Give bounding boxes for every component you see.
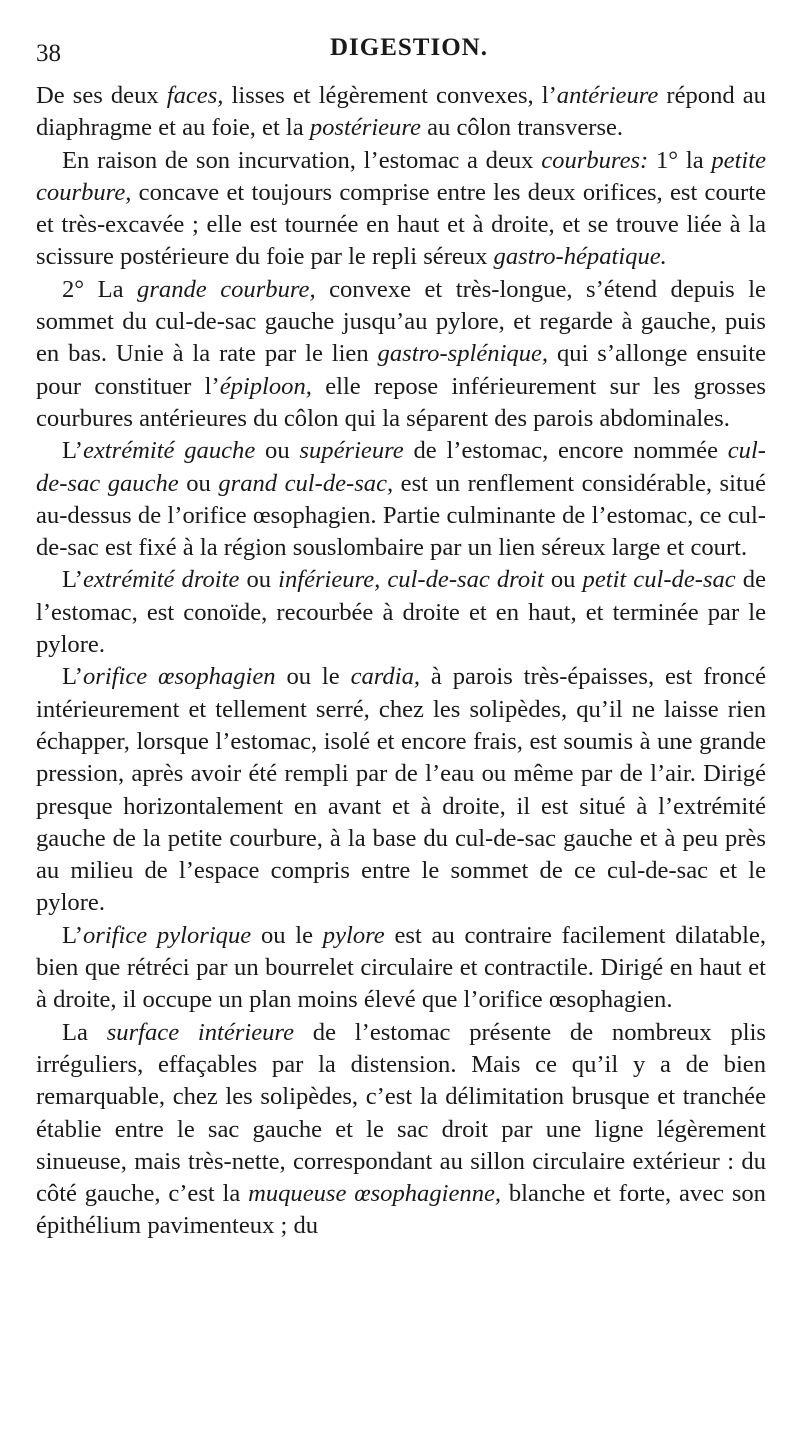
paragraph-faces: De ses deux faces, lisses et légèrement convexes, l’antérieure répond au diaphragme et au foie, et la postérieure au côlon transverse. (36, 82, 766, 142)
running-title: DIGESTION. (330, 34, 488, 61)
italic-term: cardia, (350, 663, 421, 691)
italic-term: inférieure, cul-de-sac droit (278, 566, 544, 594)
italic-term: extrémité droite (82, 566, 240, 594)
italic-term: gastro-hépatique. (493, 243, 667, 271)
italic-term: orifice pylorique (82, 921, 252, 949)
page-number: 38 (36, 40, 61, 67)
italic-term: orifice œsophagien (82, 663, 276, 691)
paragraph-surface-interieure: La surface intérieure de l’estomac présente de nombreux plis irréguliers, effaçables par la distension. Mais ce qu’il y a de bien remarquable, chez les solipèdes, c’est la délimitation brusque et tranchée établie entre le sac gauche et le sac droit par une ligne légèrement sinueuse, mais très-nette, correspondant au sillon circulaire extérieur : du côté gauche, c’est la muqueuse œsophagienne, blanche et forte, avec son épithélium pavimenteux ; du (36, 1018, 766, 1240)
italic-term: faces, (166, 82, 224, 109)
paragraph-orifice-pylorique: L’orifice pylorique ou le pylore est au contraire facilement dilatable, bien que rétréci par un bourrelet circulaire et contractile. Dirigé en haut et à droite, il occupe un plan moins élevé que l’orifice œsophagien. (36, 921, 767, 1014)
italic-term: grand cul-de-sac, (218, 469, 394, 497)
italic-term: extrémité gauche (82, 437, 256, 465)
italic-term: muqueuse œsophagienne, (248, 1180, 502, 1208)
paragraph-extremite-droite: L’extrémité droite ou inférieure, cul-de-sac droit ou petit cul-de-sac de l’estomac, est conoïde, recourbée à droite et en haut, et terminée par le pylore. (36, 566, 767, 659)
italic-term: petite courbure, (36, 146, 767, 206)
body-text (36, 80, 766, 1243)
italic-term: épiploon, (219, 372, 312, 400)
italic-term: petit cul-de-sac (582, 566, 736, 594)
italic-term: surface intérieure (106, 1018, 294, 1046)
paragraph-orifice-oesophagien: L’orifice œsophagien ou le cardia, à parois très-épaisses, est froncé intérieurement et tellement serré, chez les solipèdes, qu’il ne laisse rien échapper, lorsque l’estomac, isolé et encore frais, est soumis à une grande pression, après avoir été rempli par de l’eau ou même par de l’air. Dirigé presque horizontalement en avant et à droite, il est situé à l’extrémité gauche de la petite courbure, à la base du cul-de-sac gauche et à peu près au milieu de l’espace compris entre le sommet de ce cul-de-sac et le pylore. (36, 663, 767, 917)
italic-term: supérieure (299, 437, 404, 465)
paragraph-courbures: En raison de son incurvation, l’estomac a deux courbures: 1° la petite courbure, concave et toujours comprise entre les deux orifices, est courte et très-excavée ; elle est tournée en haut et à droite, et se trouve liée à la scissure postérieure du foie par le repli séreux gastro-hépatique. (36, 146, 767, 271)
paragraph-grande-courbure: 2° La grande courbure, convexe et très-longue, s’étend depuis le sommet du cul-de-sac gauche jusqu’au pylore, et regarde à gauche, puis en bas. Unie à la rate par le lien gastro-splénique, qui s’allonge ensuite pour constituer l’épiploon, elle repose inférieurement sur les grosses courbures antérieures du côlon qui la séparent des parois abdominales. (36, 275, 766, 432)
italic-term: postérieure (309, 114, 421, 142)
italic-term: courbures: (541, 146, 649, 174)
italic-term: gastro-splénique, (377, 340, 549, 368)
paragraph-extremite-gauche: L’extrémité gauche ou supérieure de l’estomac, encore nommée cul-de-sac gauche ou grand cul-de-sac, est un renflement considérable, situé au-dessus de l’orifice œsophagien. Partie culminante de l’estomac, ce cul-de-sac est fixé à la région souslombaire par un lien séreux large et court. (36, 437, 767, 562)
italic-term: antérieure (556, 82, 659, 109)
italic-term: cul-de-sac gauche (36, 437, 767, 497)
italic-term: grande courbure, (137, 275, 316, 303)
italic-term: pylore (322, 921, 385, 949)
running-head (0, 30, 800, 70)
